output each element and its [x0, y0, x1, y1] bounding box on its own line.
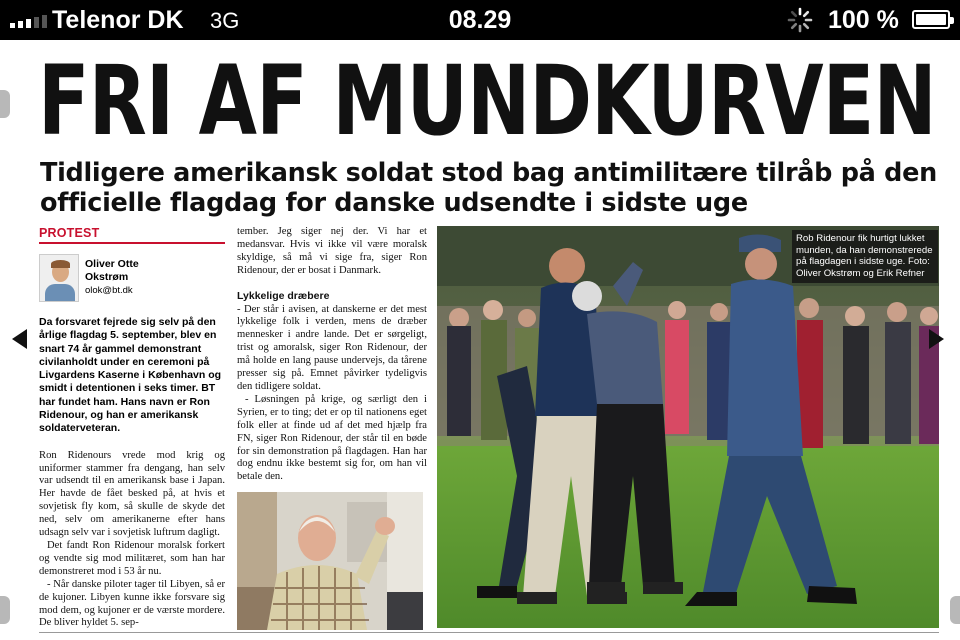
- main-photo-arrest: [437, 226, 939, 628]
- newspaper-page: [0, 40, 960, 640]
- activity-spinner-icon: [786, 6, 814, 34]
- article-body-2: [237, 226, 427, 484]
- author-email[interactable]: olok@bt.dk: [85, 285, 133, 296]
- article-subheadline: Tidligere amerikansk soldat stod bag antimilitære tilråb på den officielle flagdag for danske udsendte i sidste uge: [40, 158, 937, 218]
- page-edge-handle-top-left[interactable]: [0, 90, 10, 118]
- paragraph: tember. Jeg siger nej der. Vi har et medansvar. Hvis vi ikke vil være moralsk skyldige, så må vi sige fra, siger Ron Ridenour, der er bosat i Danmark.: [237, 226, 427, 276]
- author-photo: [39, 254, 79, 302]
- byline: [39, 252, 225, 302]
- section-subheading: Lykkelige dræbere: [237, 289, 330, 302]
- inset-photo-man-raising-fist: [237, 492, 423, 630]
- article-lead: Da forsvaret fejrede sig selv på den årlige flagdag 5. september, blev en snart 74 år gammel demonstrant civilanholdt under en ceremoni på Livgardens Kaserne i København og smidt i detentionen i seks timer. BT har fundet ham. Hans navn er Ron Ridenour, og han er amerikansk soldaterveteran.: [39, 316, 222, 435]
- next-page-arrow-icon[interactable]: [929, 329, 944, 349]
- battery-icon: [912, 10, 950, 29]
- author-name: Oliver Otte Okstrøm: [85, 258, 139, 283]
- article-column-2: [237, 226, 427, 484]
- article-headline: FRI AF MUNDKURVEN: [38, 44, 936, 158]
- page-bottom-rule: [39, 632, 939, 633]
- status-bar: [0, 0, 960, 40]
- article-kicker: PROTEST: [39, 226, 225, 244]
- status-time: 08.29: [448, 6, 512, 34]
- paragraph: - Løsningen på krige, og særligt den i Syrien, er to ting; det er op til nationens eget folk eller at finde ud af det med hjælp fra FN, siger Ron Ridenour, der står til en bøde for sin demonstration på flagdagen. Han har dog endnu ikke bestemt sig for, om han vil betale den.: [237, 393, 427, 483]
- paragraph: - Når danske piloter tager til Libyen, så er de kujoner. Libyen kunne ikke forsvare sig mod dem, og kujoner er de værste mordere. De bliver hyldet 5. sep-: [39, 578, 225, 629]
- page-edge-handle-bottom-right[interactable]: [950, 596, 960, 624]
- article-column-1: [39, 226, 225, 630]
- page-edge-handle-bottom-left[interactable]: [0, 596, 10, 624]
- article-body-1: [39, 450, 225, 631]
- carrier-name: Telenor DK: [52, 6, 184, 34]
- battery-percentage: 100 %: [828, 6, 899, 34]
- paragraph: - Der står i avisen, at danskerne er det mest lykkelige folk i verden, mens de dræber mennesker i andre lande. Det er sørgeligt, trist og amoralsk, siger Ron Ridenour, der må holde en lang pause undervejs, da tårene presser sig på. Emnet påvirker tydeligvis den tidligere soldat.: [237, 303, 427, 392]
- network-type: 3G: [210, 8, 240, 33]
- paragraph: Det fandt Ron Ridenour moralsk forkert og vendte sig mod militæret, som han har demonstreret mod i 53 år nu.: [39, 540, 225, 577]
- photo-caption: Rob Ridenour fik hurtigt lukket munden, da han demonstrerede på flagdagen i sidste uge. Foto: Oliver Okstrøm og Erik Refner: [792, 230, 938, 283]
- paragraph: Ron Ridenours vrede mod krig og uniformer stammer fra dengang, han selv var udsendt til en amerikansk base i Japan. Her havde de fået besked på, at hvis et sovjetisk fly kom, så skulle de skyde det ned, selv om amerikanerne efter hans udsagn selv var i sovjetisk luftrum dagligt.: [39, 449, 225, 539]
- previous-page-arrow-icon[interactable]: [12, 329, 27, 349]
